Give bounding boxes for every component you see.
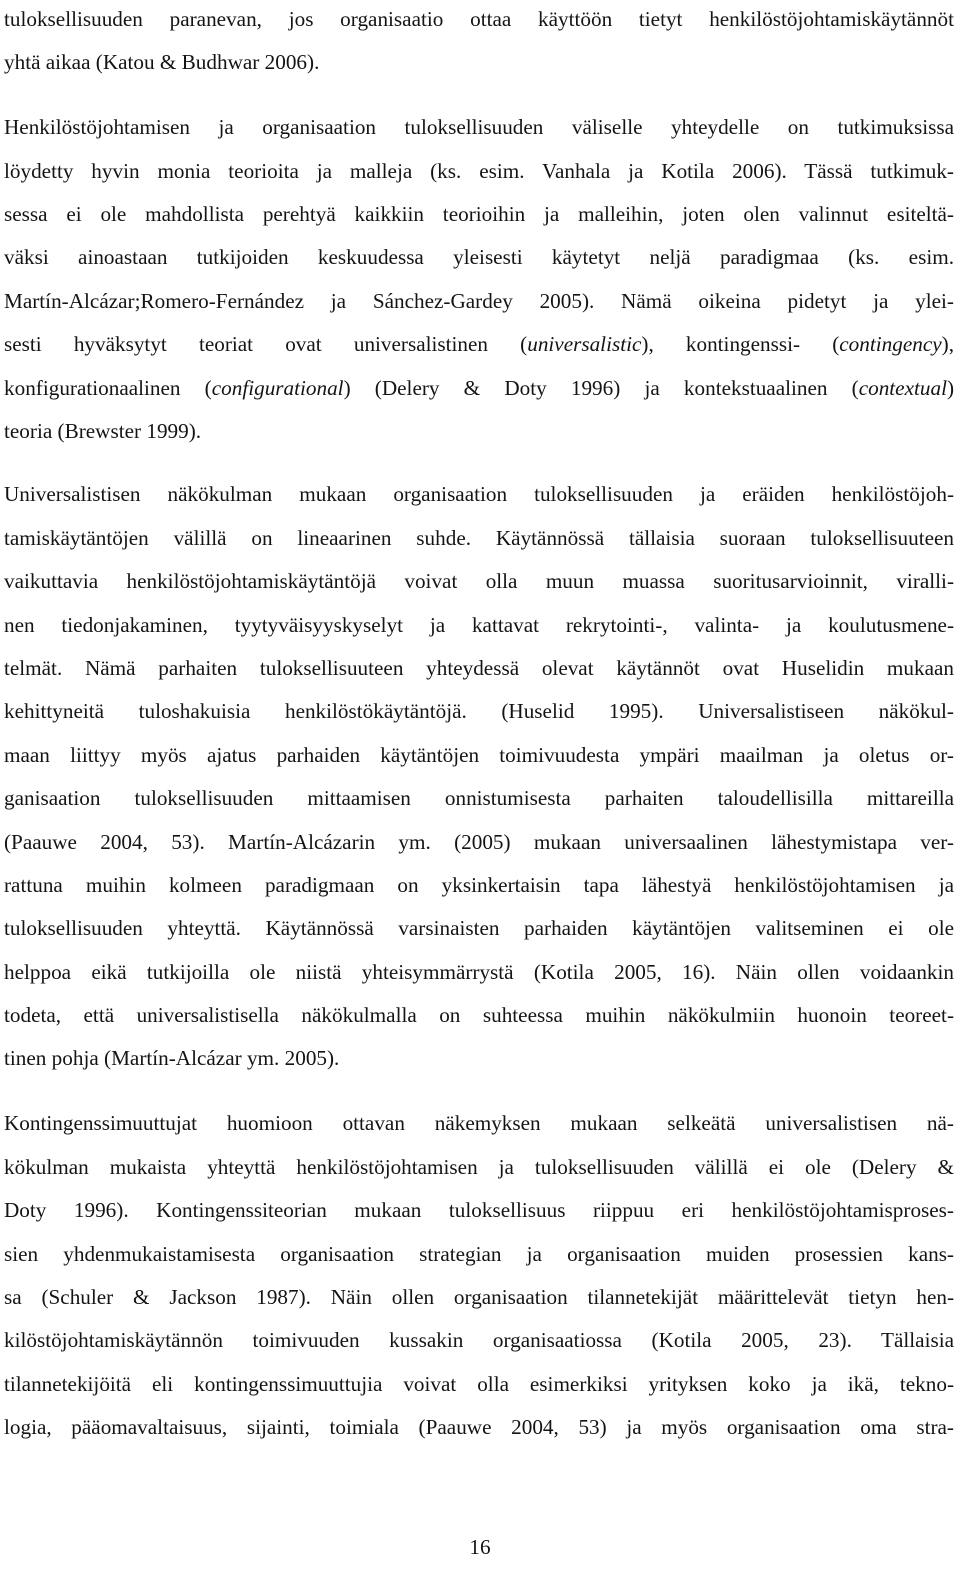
text-line: Doty 1996). Kontingenssiteorian mukaan tuloksellisuus riippuu eri henkilöstöjohtamisproses- — [4, 1198, 954, 1223]
paragraph — [4, 1102, 954, 1449]
paragraph-gap — [4, 453, 954, 473]
text-line: maan liittyy myös ajatus parhaiden käytäntöjen toimivuudesta ympäri maailman ja oletus or- — [4, 742, 954, 767]
text-line: tinen pohja (Martín-Alcázar ym. 2005). — [4, 1046, 340, 1071]
text-line: kilöstöjohtamiskäytännön toimivuuden kussakin organisaatiossa (Kotila 2005, 23). Tällaisia — [4, 1328, 954, 1353]
text-line: tamiskäytäntöjen välillä on lineaarinen suhde. Käytännössä tällaisia suoraan tuloksellisuuteen — [4, 525, 954, 550]
text-line: yhtä aikaa (Katou & Budhwar 2006). — [4, 50, 320, 75]
text-line: Henkilöstöjohtamisen ja organisaation tuloksellisuuden väliselle yhteydelle on tutkimuksissa — [4, 115, 954, 140]
text-line: telmät. Nämä parhaiten tuloksellisuuteen yhteydessä olevat käytännöt ovat Huselidin mukaan — [4, 655, 954, 680]
text-line: helppoa eikä tutkijoilla ole niistä yhteisymmärrystä (Kotila 2005, 16). Näin ollen voidaankin — [4, 959, 954, 984]
text-line: tilannetekijöitä eli kontingenssimuuttujia voivat olla esimerkiksi yrityksen koko ja ikä, tekno- — [4, 1371, 954, 1396]
text-line: väksi ainoastaan tutkijoiden keskuudessa yleisesti käytetyt neljä paradigmaa (ks. esim. — [4, 245, 954, 270]
text-line: Universalistisen näkökulman mukaan organisaation tuloksellisuuden ja eräiden henkilöstöjoh- — [4, 482, 954, 507]
text-line: (Paauwe 2004, 53). Martín-Alcázarin ym. (2005) mukaan universaalinen lähestymistapa ver- — [4, 829, 954, 854]
text-line: logia, pääomavaltaisuus, sijainti, toimiala (Paauwe 2004, 53) ja myös organisaation oma stra- — [4, 1415, 954, 1440]
text-line: ganisaation tuloksellisuuden mittaamisen onnistumisesta parhaiten taloudellisilla mittareilla — [4, 786, 954, 811]
text-line: kehittyneitä tuloshakuisia henkilöstökäytäntöjä. (Huselid 1995). Universalistiseen näkökul- — [4, 699, 954, 724]
text-line: kökulman mukaista yhteyttä henkilöstöjohtamisen ja tuloksellisuuden välillä ei ole (Delery & — [4, 1154, 954, 1179]
text-line: rattuna muihin kolmeen paradigmaan on yksinkertaisin tapa lähestyä henkilöstöjohtamisen ja — [4, 872, 954, 897]
paragraph-gap — [4, 1081, 954, 1103]
text-line: tuloksellisuuden yhteyttä. Käytännössä varsinaisten parhaiden käytäntöjen valitseminen ei ole — [4, 916, 954, 941]
text-line: sessa ei ole mahdollista perehtyä kaikkiin teorioihin ja malleihin, joten olen valinnut esiteltä- — [4, 202, 954, 227]
text-line: teoria (Brewster 1999). — [4, 419, 202, 444]
text-line: sien yhdenmukaistamisesta organisaation strategian ja organisaation muiden prosessien kans- — [4, 1241, 954, 1266]
paragraph — [4, 106, 954, 453]
text-line: tuloksellisuuden paranevan, jos organisaatio ottaa käyttöön tietyt henkilöstöjohtamiskäytännöt — [4, 7, 954, 31]
paragraph-gap — [4, 85, 954, 107]
text-line: todeta, että universalistisella näkökulmalla on suhteessa muihin näkökulmiin huonoin teoreet- — [4, 1003, 954, 1028]
text-line: vaikuttavia henkilöstöjohtamiskäytäntöjä voivat olla muun muassa suoritusarvioinnit, viralli- — [4, 569, 954, 594]
text-line: nen tiedonjakaminen, tyytyväisyyskyselyt ja kattavat rekrytointi-, valinta- ja koulutusmene- — [4, 612, 954, 637]
page-number: 16 — [469, 1535, 491, 1559]
text-line: konfigurationaalinen (configurational) (Delery & Doty 1996) ja kontekstuaalinen (contextual) — [4, 375, 955, 400]
text-line: sa (Schuler & Jackson 1987). Näin ollen organisaation tilannetekijät määrittelevät tietyn hen- — [4, 1284, 954, 1309]
text-line: Kontingenssimuuttujat huomioon ottavan näkemyksen mukaan selkeätä universalistisen nä- — [4, 1111, 954, 1136]
paragraph — [4, 473, 954, 1080]
text-line: Martín-Alcázar;Romero-Fernández ja Sánchez-Gardey 2005). Nämä oikeina pidetyt ja ylei- — [4, 288, 954, 313]
document-page — [4, 0, 954, 1450]
paragraph — [4, 0, 954, 85]
text-line: sesti hyväksytyt teoriat ovat universalistinen (universalistic), kontingenssi- (contingency), — [4, 332, 954, 357]
text-line: löydetty hyvin monia teorioita ja malleja (ks. esim. Vanhala ja Kotila 2006). Tässä tutkimuk- — [4, 158, 954, 183]
